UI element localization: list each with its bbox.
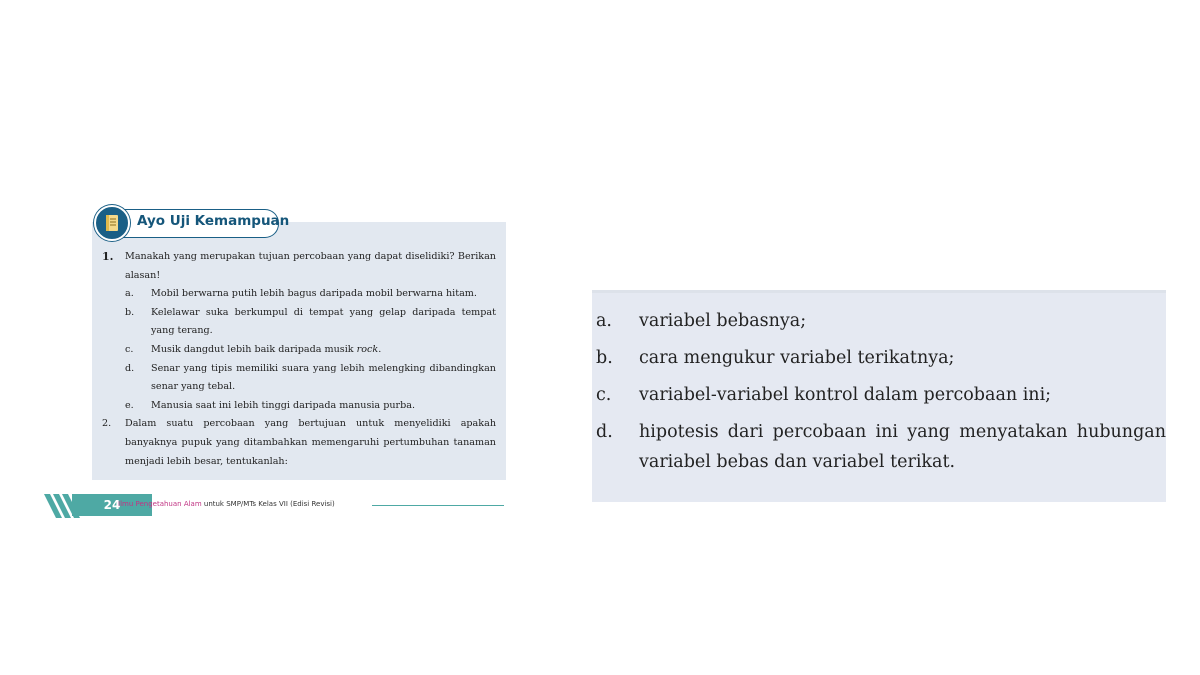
option-text-after: . — [378, 343, 382, 355]
option-text — [151, 341, 496, 360]
option-d — [125, 360, 496, 397]
section-title: Ayo Uji Kemampuan — [137, 213, 290, 229]
option-text-italic: rock — [356, 343, 379, 355]
option-letter: e. — [125, 399, 134, 411]
book-title — [118, 500, 335, 508]
notebook-icon — [94, 205, 130, 241]
question-number: 2. — [102, 418, 112, 430]
answer-list — [596, 306, 1166, 484]
option-letter: c. — [125, 343, 134, 355]
option-b — [125, 304, 496, 341]
answer-text: variabel-variabel kontrol dalam percobaan ini; — [639, 385, 1052, 405]
page-footer — [44, 494, 504, 518]
answer-item-c — [596, 380, 1166, 410]
option-text: Mobil berwarna putih lebih bagus daripada mobil berwarna hitam. — [151, 288, 477, 300]
answer-item-a — [596, 306, 1166, 336]
question-list — [98, 248, 496, 471]
answer-text: variabel bebasnya; — [639, 311, 807, 331]
option-letter: a. — [125, 288, 134, 300]
question-2 — [98, 415, 496, 471]
option-list — [125, 285, 496, 415]
answer-item-d — [596, 417, 1166, 477]
option-text: Kelelawar suka berkumpul di tempat yang gelap daripada tempat yang terang. — [151, 306, 496, 337]
answer-letter: c. — [596, 385, 612, 405]
option-letter: d. — [125, 362, 135, 374]
page-number: 24 — [72, 494, 152, 516]
answer-item-b — [596, 343, 1166, 373]
option-letter: b. — [125, 306, 135, 318]
question-text: Manakah yang merupakan tujuan percobaan yang dapat diselidiki? Berikan alasan! — [125, 251, 496, 281]
option-c — [125, 341, 496, 360]
answer-letter: d. — [596, 422, 613, 442]
question-1 — [98, 248, 496, 415]
book-subtitle: untuk SMP/MTs Kelas VII (Edisi Revisi) — [201, 500, 335, 508]
question-number: 1. — [102, 250, 114, 263]
option-a — [125, 285, 496, 304]
answer-letter: a. — [596, 311, 612, 331]
footer-divider — [372, 505, 504, 506]
answer-text: cara mengukur variabel terikatnya; — [639, 348, 955, 368]
question-text: Dalam suatu percobaan yang bertujuan untuk menyelidiki apakah banyaknya pupuk yang ditambahkan memengaruhi pertumbuhan tanaman menjadi lebih besar, tentukanlah: — [125, 418, 496, 467]
answer-text: hipotesis dari percobaan ini yang menyatakan hubungan variabel bebas dan variabel terikat. — [639, 422, 1166, 472]
option-e — [125, 397, 496, 416]
answer-letter: b. — [596, 348, 613, 368]
option-text-main: Musik dangdut lebih baik daripada musik — [151, 343, 357, 355]
book-subject: Ilmu Pengetahuan Alam — [118, 500, 202, 508]
option-text: Senar yang tipis memiliki suara yang lebih melengking dibandingkan senar yang tebal. — [151, 362, 496, 393]
option-text: Manusia saat ini lebih tinggi daripada manusia purba. — [151, 399, 416, 411]
